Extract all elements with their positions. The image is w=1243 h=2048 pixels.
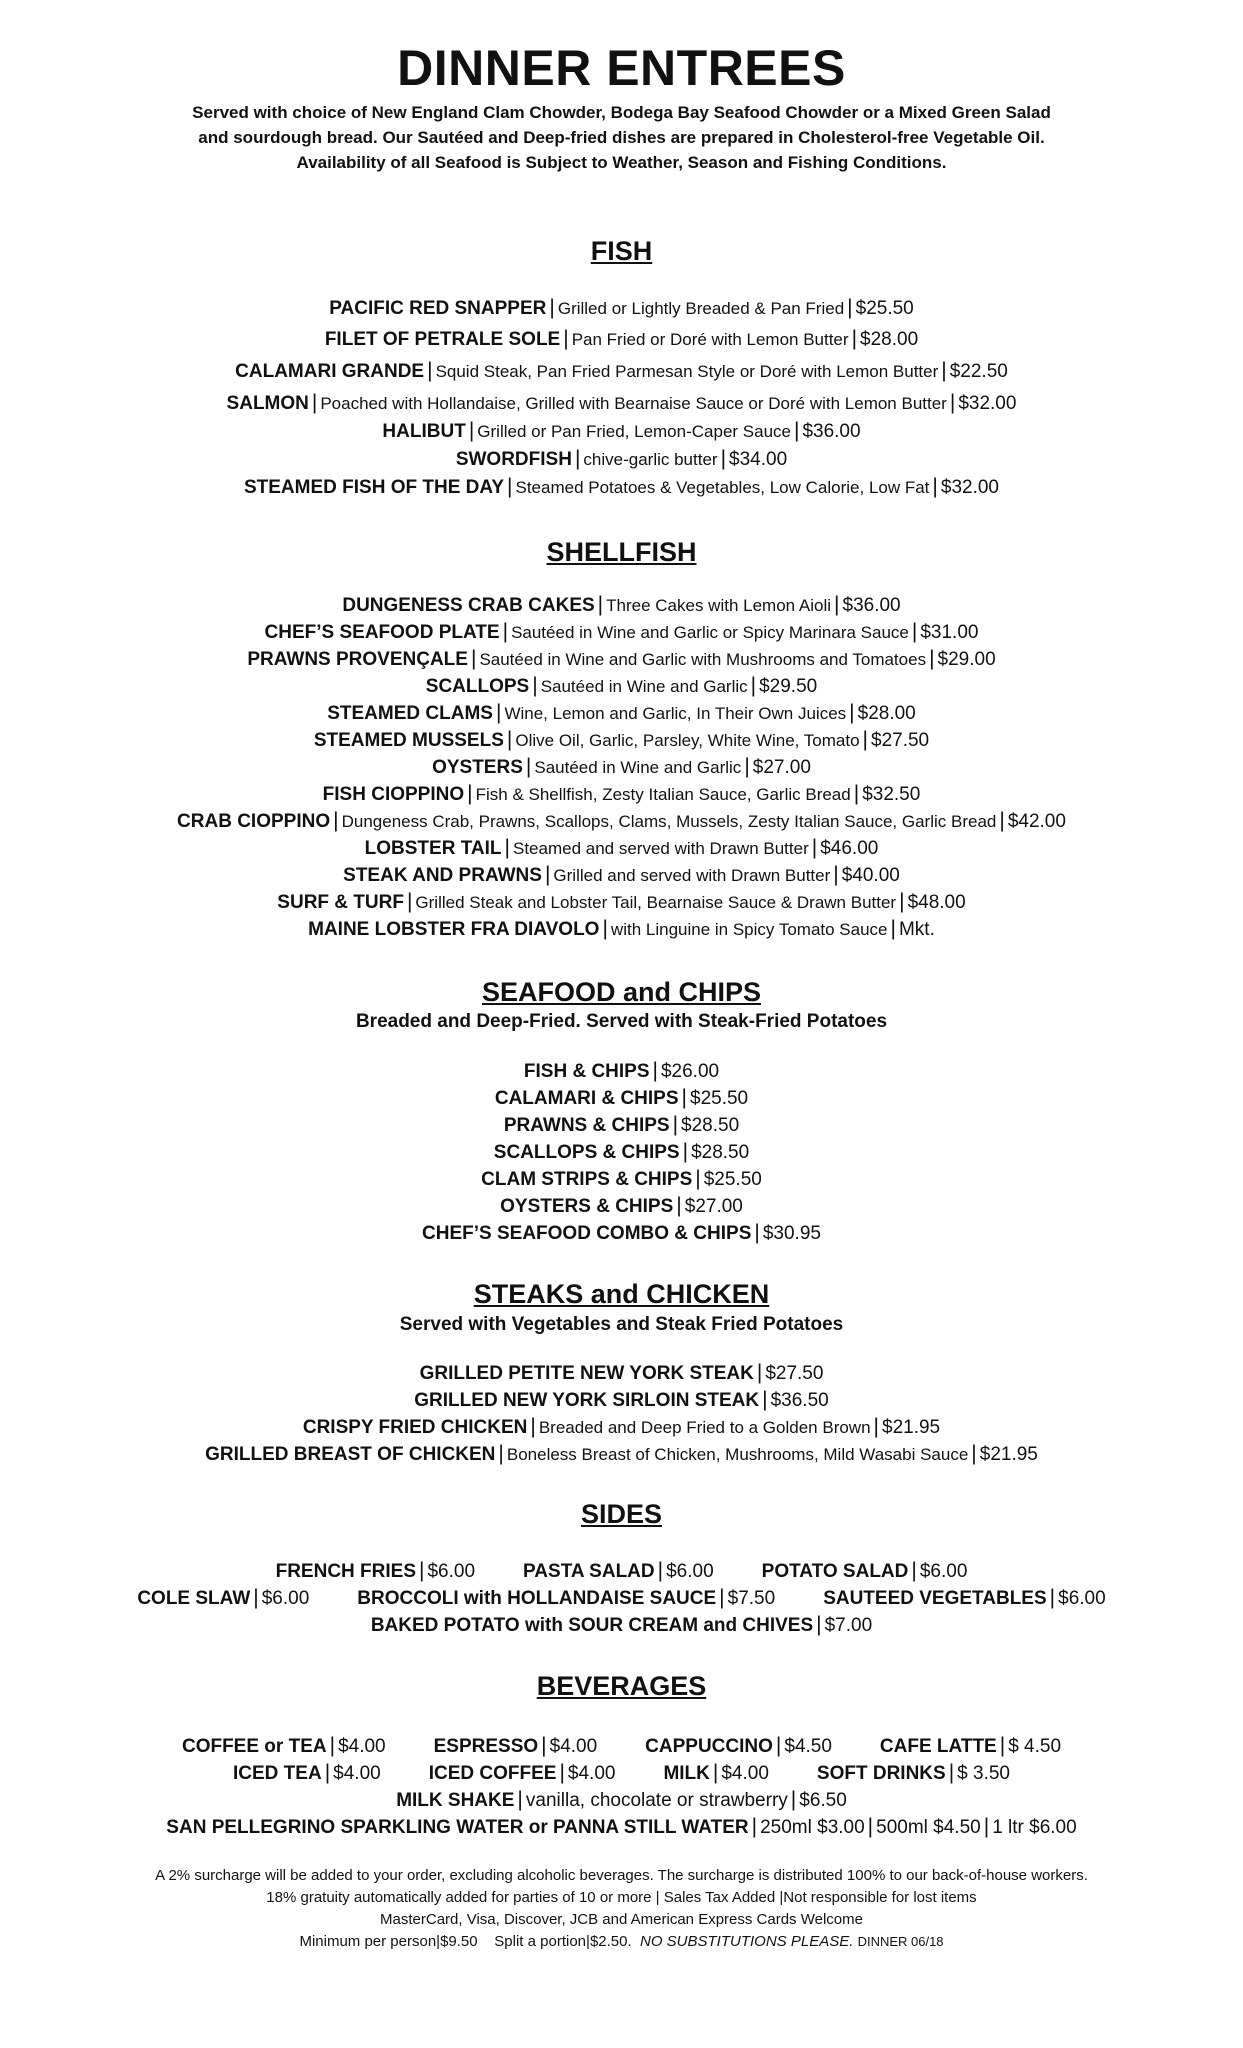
item-price: $22.50 (949, 361, 1008, 382)
item-description: Grilled Steak and Lobster Tail, Bearnaise Sauce & Drawn Butter (415, 893, 897, 912)
menu-item: SALMON | Poached with Hollandaise, Grilled with Bearnaise Sauce or Doré with Lemon Butter | $32.00 (226, 391, 1017, 414)
item-price: $4.00 (333, 1763, 381, 1784)
menu-item: SAN PELLEGRINO SPARKLING WATER or PANNA STILL WATER | 250ml $3.00 | 500ml $4.50 | 1 ltr $6.00 (166, 1815, 1077, 1838)
item-description: Fish & Shellfish, Zesty Italian Sauce, Garlic Bread (475, 785, 851, 804)
footer-line: 18% gratuity automatically added for parties of 10 or more | Sales Tax Added |Not responsible for lost items (266, 1889, 977, 1906)
menu-item: LOBSTER TAIL | Steamed and served with Drawn Butter | $46.00 (364, 836, 879, 859)
item-description: Three Cakes with Lemon Aioli (606, 596, 832, 615)
item-price: $4.00 (549, 1736, 598, 1757)
item-price: $21.95 (882, 1417, 941, 1438)
item-name: FISH CIOPPINO (322, 784, 465, 805)
item-name: CLAM STRIPS & CHIPS (481, 1169, 693, 1190)
menu-item: FILET OF PETRALE SOLE | Pan Fried or Doré with Lemon Butter | $28.00 (324, 327, 919, 350)
item-price: $6.00 (666, 1561, 714, 1582)
item-price: $29.50 (759, 676, 818, 697)
menu-item: FISH CIOPPINO | Fish & Shellfish, Zesty Italian Sauce, Garlic Bread | $32.50 (322, 782, 921, 805)
menu-item: FISH & CHIPS | $26.00 (523, 1059, 720, 1082)
item-price: $6.00 (1058, 1588, 1106, 1609)
item-description: Boneless Breast of Chicken, Mushrooms, Mild Wasabi Sauce (506, 1445, 969, 1464)
intro-line: Served with choice of New England Clam Chowder, Bodega Bay Seafood Chowder or a Mixed Green Salad (192, 103, 1051, 122)
item-name: PRAWNS & CHIPS (503, 1115, 670, 1136)
item-price: 1 ltr $6.00 (992, 1817, 1077, 1838)
minimum-label: Minimum per person (299, 1933, 437, 1950)
item-description: Poached with Hollandaise, Grilled with Bearnaise Sauce or Doré with Lemon Butter (320, 394, 947, 413)
section-title-beverages: BEVERAGES (536, 1671, 707, 1701)
item-price: $28.00 (857, 703, 916, 724)
item-description: Grilled or Lightly Breaded & Pan Fried (557, 299, 845, 318)
item-name: CHEF’S SEAFOOD PLATE (264, 622, 500, 643)
item-name: FISH & CHIPS (523, 1061, 650, 1082)
item-name: SAN PELLEGRINO SPARKLING WATER or PANNA STILL WATER (166, 1817, 749, 1838)
menu-item: STEAMED MUSSELS | Olive Oil, Garlic, Parsley, White Wine, Tomato | $27.50 (313, 728, 930, 751)
item-name: MAINE LOBSTER FRA DIAVOLO (308, 919, 600, 940)
item-price: $32.00 (940, 477, 1000, 498)
item-name: SAUTEED VEGETABLES (823, 1588, 1047, 1609)
menu-item: OYSTERS | Sautéed in Wine and Garlic | $27.00 (432, 755, 811, 778)
item-price: $32.50 (862, 784, 921, 805)
menu-item: MILK SHAKE | vanilla, chocolate or strawberry | $6.50 (396, 1788, 847, 1811)
item-price: $6.00 (919, 1561, 968, 1582)
item-description: Dungeness Crab, Prawns, Scallops, Clams, Mussels, Zesty Italian Sauce, Garlic Bread (341, 812, 997, 831)
intro-text (0, 100, 1243, 175)
item-name: STEAK AND PRAWNS (343, 865, 542, 886)
sides-row: COLE SLAW | $6.00 BROCCOLI with HOLLANDAISE SAUCE | $7.50 SAUTEED VEGETABLES | $6.00 (137, 1586, 1106, 1609)
item-price: 500ml $4.50 (876, 1817, 981, 1838)
no-substitutions-note: NO SUBSTITUTIONS PLEASE. (640, 1933, 854, 1950)
item-name: HALIBUT (382, 421, 466, 442)
item-price: $36.00 (842, 595, 901, 616)
section-title-steaks-chicken: STEAKS and CHICKEN (473, 1279, 770, 1309)
item-description: chive-garlic butter (583, 450, 718, 469)
item-description: with Linguine in Spicy Tomato Sauce (610, 920, 888, 939)
item-name: MILK (663, 1763, 710, 1784)
item-name: GRILLED PETITE NEW YORK STEAK (419, 1363, 754, 1384)
item-name: SURF & TURF (277, 892, 404, 913)
item-name: CAFE LATTE (879, 1736, 997, 1757)
menu-version-tag: DINNER 06/18 (857, 1934, 944, 1949)
menu-item: CRISPY FRIED CHICKEN | Breaded and Deep Fried to a Golden Brown | $21.95 (302, 1415, 941, 1438)
item-price: $28.00 (860, 329, 919, 350)
footer-line: Minimum per person|$9.50 Split a portion|$2.50. NO SUBSTITUTIONS PLEASE. DINNER 06/18 (299, 1933, 944, 1950)
item-price: $27.00 (684, 1196, 743, 1217)
menu-item: PRAWNS & CHIPS | $28.50 (503, 1113, 740, 1136)
item-name: PASTA SALAD (523, 1561, 655, 1582)
item-price: $6.50 (799, 1790, 847, 1811)
item-price: $25.50 (703, 1169, 762, 1190)
item-price: $4.50 (784, 1736, 832, 1757)
item-price: 250ml $3.00 (760, 1817, 865, 1838)
item-name: ICED TEA (233, 1763, 322, 1784)
item-name: COLE SLAW (137, 1588, 251, 1609)
item-price: Mkt. (898, 919, 935, 940)
item-price: $31.00 (920, 622, 979, 643)
item-price: $46.00 (820, 838, 879, 859)
item-description: Steamed Potatoes & Vegetables, Low Calorie, Low Fat (515, 478, 930, 497)
item-price: $28.50 (691, 1142, 750, 1163)
item-description: Squid Steak, Pan Fried Parmesan Style or Doré with Lemon Butter (435, 362, 939, 381)
item-price: $48.00 (907, 892, 966, 913)
item-name: DUNGENESS CRAB CAKES (342, 595, 595, 616)
item-name: PRAWNS PROVENÇALE (247, 649, 468, 670)
item-name: OYSTERS & CHIPS (500, 1196, 674, 1217)
item-price: $36.50 (770, 1390, 829, 1411)
minimum-price: $9.50 (440, 1933, 478, 1950)
item-name: STEAMED MUSSELS (313, 730, 504, 751)
item-price: $27.00 (752, 757, 811, 778)
menu-item: OYSTERS & CHIPS | $27.00 (500, 1194, 743, 1217)
item-description: Sautéed in Wine and Garlic (534, 758, 742, 777)
item-description: Wine, Lemon and Garlic, In Their Own Juices (504, 704, 847, 723)
footer-notes (0, 1865, 1243, 1953)
item-price: $36.00 (802, 421, 861, 442)
menu-item: CALAMARI GRANDE | Squid Steak, Pan Fried Parmesan Style or Doré with Lemon Butter | $22.50 (235, 359, 1008, 382)
item-price: $26.00 (660, 1061, 720, 1082)
item-price: $30.95 (762, 1223, 821, 1244)
item-price: $40.00 (841, 865, 900, 886)
item-price: $25.50 (855, 298, 914, 319)
item-description: vanilla, chocolate or strawberry (525, 1790, 788, 1811)
item-price: $4.00 (567, 1763, 616, 1784)
item-price: $6.00 (427, 1561, 476, 1582)
menu-item: DUNGENESS CRAB CAKES | Three Cakes with Lemon Aioli | $36.00 (342, 593, 901, 616)
footer-line: MasterCard, Visa, Discover, JCB and American Express Cards Welcome (380, 1911, 863, 1928)
menu-item: SCALLOPS & CHIPS | $28.50 (493, 1140, 750, 1163)
item-name: CALAMARI & CHIPS (494, 1088, 679, 1109)
menu-item: SWORDFISH | chive-garlic butter | $34.00 (455, 447, 788, 470)
item-name: FRENCH FRIES (275, 1561, 417, 1582)
section-subtitle: Breaded and Deep-Fried. Served with Steak-Fried Potatoes (355, 1011, 888, 1032)
beverages-row: ICED TEA | $4.00 ICED COFFEE | $4.00 MILK | $4.00 SOFT DRINKS | $ 3.50 (233, 1761, 1010, 1784)
menu-item: GRILLED PETITE NEW YORK STEAK | $27.50 (419, 1361, 824, 1384)
menu-item: CALAMARI & CHIPS | $25.50 (494, 1086, 749, 1109)
item-name: SWORDFISH (455, 449, 572, 470)
item-price: $21.95 (979, 1444, 1038, 1465)
item-name: STEAMED CLAMS (327, 703, 493, 724)
item-price: $4.00 (721, 1763, 769, 1784)
item-name: MILK SHAKE (396, 1790, 515, 1811)
item-price: $6.00 (261, 1588, 310, 1609)
sides-row: BAKED POTATO with SOUR CREAM and CHIVES | $7.00 (370, 1613, 873, 1636)
item-name: CHEF’S SEAFOOD COMBO & CHIPS (422, 1223, 752, 1244)
item-price: $27.50 (765, 1363, 824, 1384)
section-title-seafood-chips: SEAFOOD and CHIPS (481, 977, 762, 1007)
item-price: $27.50 (871, 730, 930, 751)
item-price: $34.00 (729, 449, 788, 470)
beverages-row: COFFEE or TEA | $4.00 ESPRESSO | $4.00 CAPPUCCINO | $4.50 CAFE LATTE | $ 4.50 (181, 1734, 1062, 1757)
item-description: Grilled and served with Drawn Butter (553, 866, 831, 885)
menu-item: CRAB CIOPPINO | Dungeness Crab, Prawns, Scallops, Clams, Mussels, Zesty Italian Sauce, Garlic Bread | $42.00 (177, 809, 1066, 832)
item-price: $28.50 (681, 1115, 740, 1136)
menu-item: SCALLOPS | Sautéed in Wine and Garlic | $29.50 (425, 674, 818, 697)
item-price: $32.00 (958, 393, 1017, 414)
menu-item: SURF & TURF | Grilled Steak and Lobster Tail, Bearnaise Sauce & Drawn Butter | $48.00 (277, 890, 966, 913)
menu-item: GRILLED NEW YORK SIRLOIN STEAK | $36.50 (414, 1388, 829, 1411)
item-name: PACIFIC RED SNAPPER (329, 298, 547, 319)
menu-item: CHEF’S SEAFOOD PLATE | Sautéed in Wine and Garlic or Spicy Marinara Sauce | $31.00 (264, 620, 979, 643)
item-name: BROCCOLI with HOLLANDAISE SAUCE (357, 1588, 717, 1609)
page-title: DINNER ENTREES (397, 40, 846, 96)
item-name: GRILLED BREAST OF CHICKEN (205, 1444, 496, 1465)
item-description: Breaded and Deep Fried to a Golden Brown (538, 1418, 871, 1437)
item-name: SOFT DRINKS (816, 1763, 946, 1784)
section-title-sides: SIDES (580, 1499, 663, 1529)
item-name: CALAMARI GRANDE (235, 361, 425, 382)
menu-item: STEAMED FISH OF THE DAY | Steamed Potatoes & Vegetables, Low Calorie, Low Fat | $32.00 (243, 475, 1000, 498)
item-description: Sautéed in Wine and Garlic (540, 677, 748, 696)
item-description: Olive Oil, Garlic, Parsley, White Wine, Tomato (515, 731, 860, 750)
item-name: ICED COFFEE (428, 1763, 557, 1784)
item-description: Grilled or Pan Fried, Lemon-Caper Sauce (477, 422, 791, 441)
menu-item: STEAK AND PRAWNS | Grilled and served with Drawn Butter | $40.00 (343, 863, 900, 886)
item-price: $7.00 (824, 1615, 873, 1636)
item-name: COFFEE or TEA (181, 1736, 327, 1757)
menu-item: PACIFIC RED SNAPPER | Grilled or Lightly Breaded & Pan Fried | $25.50 (329, 296, 914, 319)
item-price: $25.50 (690, 1088, 749, 1109)
item-name: SALMON (226, 393, 309, 414)
item-name: SCALLOPS (425, 676, 530, 697)
item-name: POTATO SALAD (761, 1561, 909, 1582)
item-description: Pan Fried or Doré with Lemon Butter (571, 330, 849, 349)
section-title-shellfish: SHELLFISH (546, 537, 697, 567)
item-description: Sautéed in Wine and Garlic with Mushrooms and Tomatoes (479, 650, 927, 669)
item-price: $ 4.50 (1008, 1736, 1062, 1757)
item-price: $4.00 (338, 1736, 386, 1757)
item-name: LOBSTER TAIL (364, 838, 502, 859)
intro-line: Availability of all Seafood is Subject to Weather, Season and Fishing Conditions. (296, 153, 947, 172)
item-name: ESPRESSO (433, 1736, 539, 1757)
menu-item: CLAM STRIPS & CHIPS | $25.50 (481, 1167, 762, 1190)
item-price: $42.00 (1007, 811, 1066, 832)
item-name: FILET OF PETRALE SOLE (324, 329, 561, 350)
item-name: GRILLED NEW YORK SIRLOIN STEAK (414, 1390, 760, 1411)
split-price: $2.50. (589, 1933, 632, 1950)
menu-item: PRAWNS PROVENÇALE | Sautéed in Wine and Garlic with Mushrooms and Tomatoes | $29.00 (247, 647, 996, 670)
menu-item: MAINE LOBSTER FRA DIAVOLO | with Linguine in Spicy Tomato Sauce | Mkt. (308, 917, 935, 940)
section-title-fish: FISH (590, 236, 653, 266)
item-description: Steamed and served with Drawn Butter (512, 839, 809, 858)
item-description: Sautéed in Wine and Garlic or Spicy Marinara Sauce (511, 623, 909, 642)
menu-item: STEAMED CLAMS | Wine, Lemon and Garlic, In Their Own Juices | $28.00 (327, 701, 916, 724)
section-subtitle: Served with Vegetables and Steak Fried Potatoes (399, 1314, 844, 1335)
item-name: STEAMED FISH OF THE DAY (243, 477, 505, 498)
item-name: OYSTERS (432, 757, 523, 778)
item-name: BAKED POTATO with SOUR CREAM and CHIVES (370, 1615, 814, 1636)
item-name: CRISPY FRIED CHICKEN (302, 1417, 528, 1438)
item-name: CAPPUCCINO (645, 1736, 773, 1757)
menu-item: HALIBUT | Grilled or Pan Fried, Lemon-Caper Sauce | $36.00 (382, 419, 861, 442)
item-name: SCALLOPS & CHIPS (493, 1142, 680, 1163)
sides-row: FRENCH FRIES | $6.00 PASTA SALAD | $6.00 POTATO SALAD | $6.00 (275, 1559, 968, 1582)
item-price: $ 3.50 (957, 1763, 1010, 1784)
split-label: Split a portion (494, 1933, 587, 1950)
intro-line: and sourdough bread. Our Sautéed and Deep-fried dishes are prepared in Cholesterol-free Vegetable Oil. (198, 128, 1045, 147)
menu-item: CHEF’S SEAFOOD COMBO & CHIPS | $30.95 (422, 1221, 821, 1244)
item-price: $7.50 (727, 1588, 776, 1609)
footer-line: A 2% surcharge will be added to your order, excluding alcoholic beverages. The surcharge is distributed 100% to our back-of-house workers. (155, 1867, 1088, 1884)
menu-item: GRILLED BREAST OF CHICKEN | Boneless Breast of Chicken, Mushrooms, Mild Wasabi Sauce | $21.95 (205, 1442, 1038, 1465)
item-name: CRAB CIOPPINO (177, 811, 331, 832)
item-price: $29.00 (937, 649, 996, 670)
